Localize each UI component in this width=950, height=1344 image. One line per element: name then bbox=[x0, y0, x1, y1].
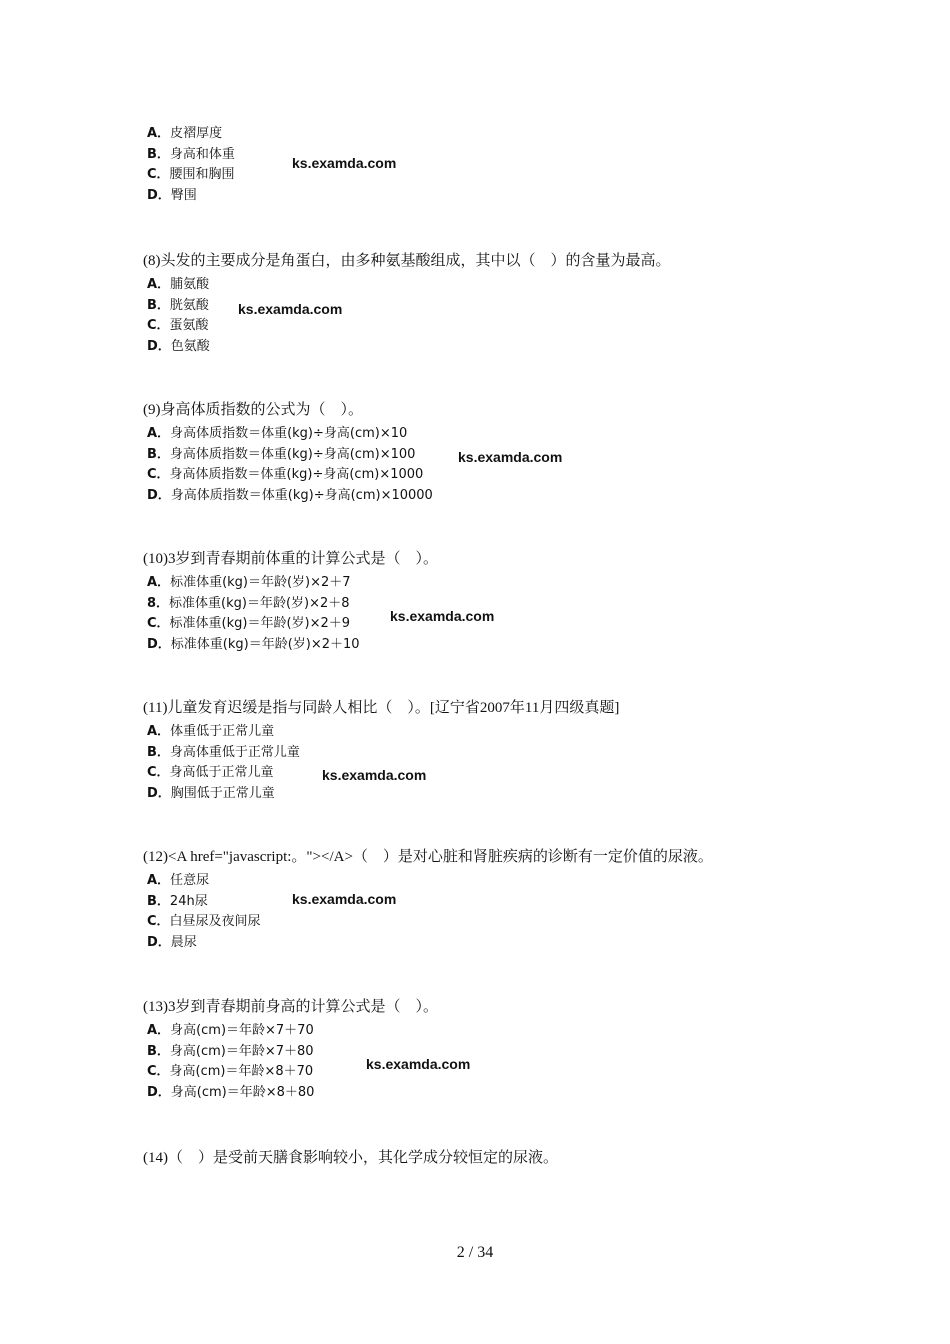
watermark: ks.examda.com bbox=[458, 449, 563, 465]
question-stem: (10)3岁到青春期前体重的计算公式是（ ）。 bbox=[143, 551, 438, 567]
question-stem: (11)儿童发育迟缓是指与同龄人相比（ ）。[辽宁省2007年11月四级真题] bbox=[143, 700, 620, 716]
watermark: ks.examda.com bbox=[366, 1056, 471, 1072]
option-a: A．皮褶厚度 bbox=[147, 126, 223, 141]
option-b: 8．标准体重(kg)＝年龄(岁)×2＋8 bbox=[147, 595, 350, 611]
option-d: D．色氨酸 bbox=[147, 338, 210, 354]
question-8 bbox=[0, 251, 950, 361]
option-a: A．标准体重(kg)＝年龄(岁)×2＋7 bbox=[147, 575, 351, 590]
option-a: A．任意尿 bbox=[147, 873, 210, 888]
question-14 bbox=[0, 1148, 950, 1258]
option-b: B．24h尿 bbox=[147, 893, 208, 909]
option-d: D．胸围低于正常儿童 bbox=[147, 785, 275, 801]
option-c: C．白昼尿及夜间尿 bbox=[147, 914, 261, 929]
watermark: ks.examda.com bbox=[390, 608, 495, 624]
options-list bbox=[147, 275, 210, 357]
option-b: B．身高体质指数＝体重(kg)÷身高(cm)×100 bbox=[147, 446, 416, 462]
page-number: 2 / 34 bbox=[456, 1244, 494, 1261]
watermark: ks.examda.com bbox=[322, 767, 427, 783]
options-list bbox=[147, 424, 433, 506]
options-list bbox=[147, 573, 360, 655]
question-stem: (12)<A href="javascript:。"></A>（ ）是对心脏和肾脏疾病的诊断有一定价值的尿液。 bbox=[143, 849, 713, 865]
option-b: B．身高(cm)＝年龄×7＋80 bbox=[147, 1043, 314, 1059]
option-c: C．腰围和胸围 bbox=[147, 167, 235, 182]
option-d: D．身高体质指数＝体重(kg)÷身高(cm)×10000 bbox=[147, 487, 433, 503]
watermark: ks.examda.com bbox=[292, 155, 397, 171]
option-a: A．脯氨酸 bbox=[147, 277, 210, 292]
options-list bbox=[147, 124, 235, 206]
option-d: D．臀围 bbox=[147, 187, 197, 203]
question-stem: (13)3岁到青春期前身高的计算公式是（ ）。 bbox=[143, 999, 438, 1015]
question-7 bbox=[0, 100, 950, 210]
option-c: C．身高低于正常儿童 bbox=[147, 765, 274, 780]
option-a: A．身高(cm)＝年龄×7＋70 bbox=[147, 1023, 314, 1038]
options-list bbox=[147, 871, 261, 953]
question-9 bbox=[0, 400, 950, 510]
watermark: ks.examda.com bbox=[292, 891, 397, 907]
question-stem: (14)（ ）是受前天膳食影响较小，其化学成分较恒定的尿液。 bbox=[143, 1150, 558, 1166]
options-list bbox=[147, 722, 300, 804]
option-b: B．身高体重低于正常儿童 bbox=[147, 744, 300, 760]
option-c: C．身高体质指数＝体重(kg)÷身高(cm)×1000 bbox=[147, 467, 424, 482]
option-c: C．蛋氨酸 bbox=[147, 318, 209, 333]
option-c: C．标准体重(kg)＝年龄(岁)×2＋9 bbox=[147, 616, 351, 631]
option-b: B．身高和体重 bbox=[147, 146, 235, 162]
question-13 bbox=[0, 997, 950, 1107]
options-list bbox=[147, 1021, 314, 1103]
question-10 bbox=[0, 549, 950, 659]
question-stem: (9)身高体质指数的公式为（ ）。 bbox=[143, 402, 363, 418]
option-d: D．标准体重(kg)＝年龄(岁)×2＋10 bbox=[147, 636, 360, 652]
option-d: D．晨尿 bbox=[147, 934, 197, 950]
option-a: A．体重低于正常儿童 bbox=[147, 724, 275, 739]
option-c: C．身高(cm)＝年龄×8＋70 bbox=[147, 1064, 314, 1079]
watermark: ks.examda.com bbox=[238, 301, 343, 317]
question-11 bbox=[0, 698, 950, 808]
option-b: B．胱氨酸 bbox=[147, 297, 209, 313]
question-12 bbox=[0, 847, 950, 957]
option-a: A．身高体质指数＝体重(kg)÷身高(cm)×10 bbox=[147, 426, 408, 441]
option-d: D．身高(cm)＝年龄×8＋80 bbox=[147, 1084, 315, 1100]
question-stem: (8)头发的主要成分是角蛋白，由多种氨基酸组成，其中以（ ）的含量为最高。 bbox=[143, 253, 671, 269]
